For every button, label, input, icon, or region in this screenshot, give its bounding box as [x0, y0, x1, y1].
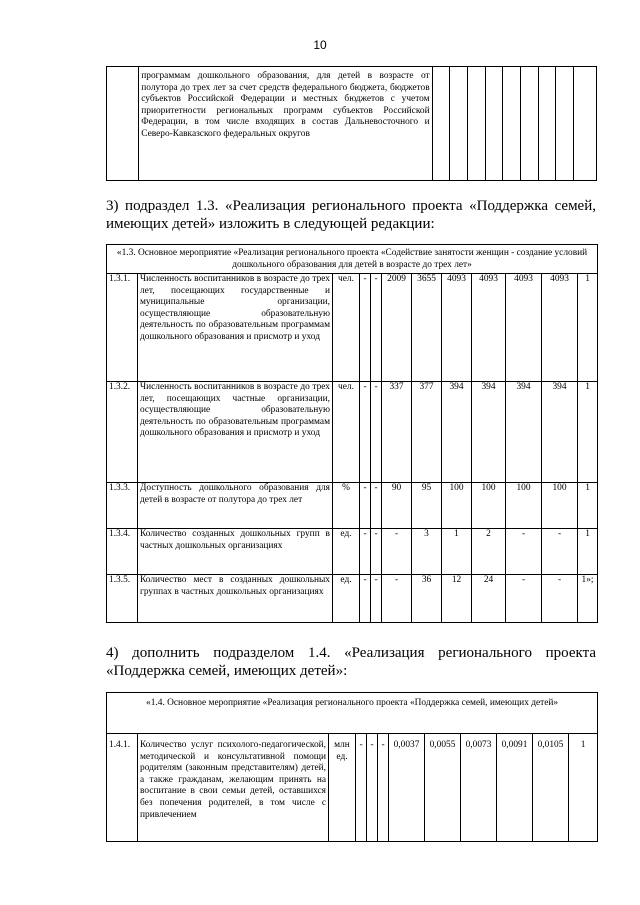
row-value: 0,0055 [425, 734, 461, 842]
page-number: 10 [313, 38, 327, 52]
row-value: 2 [472, 529, 506, 575]
row-unit: чел. [333, 382, 360, 483]
row-value: 4093 [442, 274, 472, 382]
table-row [107, 575, 598, 623]
row-value: 1 [578, 529, 598, 575]
top-table-cell [450, 67, 468, 181]
row-value: 0,0091 [497, 734, 533, 842]
top-table [106, 66, 597, 181]
row-value: 0,0037 [389, 734, 425, 842]
row-value: 95 [412, 483, 442, 529]
table-1-3-header: «1.3. Основное мероприятие «Реализация регионального проекта «Содействие занятости женщин - создание условий дошкольного образования для детей в возрасте до трех лет» [107, 245, 598, 274]
paragraph-4: 4) дополнить подразделом 1.4. «Реализация регионального проекта «Поддержка семей, имеющих детей»: [106, 645, 596, 679]
row-value: - [360, 274, 371, 382]
top-table-cell [503, 67, 521, 181]
row-value: - [356, 734, 367, 842]
row-value: 1 [578, 274, 598, 382]
row-value: 100 [542, 483, 578, 529]
row-value: - [382, 575, 412, 623]
row-value: - [360, 382, 371, 483]
row-value: - [367, 734, 378, 842]
top-table-cell [485, 67, 503, 181]
row-text: Численность воспитанников в возрасте до трех лет, посещающих государственные и муниципальные организации, осуществляющие образовательную деятельность по образовательным программам дошкольного образования и присмотр и уход [138, 274, 333, 382]
row-text: Количество созданных дошкольных групп в частных дошкольных организациях [138, 529, 333, 575]
row-value: - [360, 529, 371, 575]
row-number: 1.3.3. [107, 483, 138, 529]
row-value: - [542, 575, 578, 623]
row-value: - [371, 575, 382, 623]
row-unit: млн ед. [329, 734, 356, 842]
row-value: 1 [578, 382, 598, 483]
row-value: 3655 [412, 274, 442, 382]
row-value: - [371, 382, 382, 483]
row-value: 394 [542, 382, 578, 483]
row-text: Численность воспитанников в возрасте до трех лет, посещающих частные организации, осуществляющие образовательную деятельность по образовательным программам дошкольного образования и присмотр и уход [138, 382, 333, 483]
row-unit: ед. [333, 529, 360, 575]
row-value: 100 [472, 483, 506, 529]
row-value: - [371, 529, 382, 575]
row-value: - [506, 575, 542, 623]
table-row [107, 734, 598, 842]
row-value: - [360, 483, 371, 529]
row-text: Доступность дошкольного образования для детей в возрасте от полутора до трех лет [138, 483, 333, 529]
row-value: 2009 [382, 274, 412, 382]
row-value: - [371, 483, 382, 529]
row-number: 1.3.2. [107, 382, 138, 483]
row-value: 36 [412, 575, 442, 623]
row-number: 1.3.4. [107, 529, 138, 575]
table-row [107, 529, 598, 575]
row-number: 1.3.5. [107, 575, 138, 623]
row-text: Количество услуг психолого-педагогической, методической и консультативной помощи родителям (законным представителям) детей, а также гражданам, желающим принять на воспитание в свои семьи детей, оставшихся без попечения родителей, в том числе с привлечением [138, 734, 329, 842]
row-value: - [378, 734, 389, 842]
table-row [107, 274, 598, 382]
top-table-num-cell [107, 67, 139, 181]
row-value: 0,0105 [533, 734, 569, 842]
row-value: - [506, 529, 542, 575]
row-value: 90 [382, 483, 412, 529]
top-table-cell [467, 67, 485, 181]
table-row [107, 483, 598, 529]
row-text: Количество мест в созданных дошкольных группах в частных дошкольных организациях [138, 575, 333, 623]
row-number: 1.4.1. [107, 734, 138, 842]
top-table-cell [574, 67, 597, 181]
row-value: 4093 [506, 274, 542, 382]
top-table-cell [432, 67, 450, 181]
row-unit: чел. [333, 274, 360, 382]
row-value: 394 [506, 382, 542, 483]
table-1-4-header: «1.4. Основное мероприятие «Реализация регионального проекта «Поддержка семей, имеющих детей» [107, 693, 598, 734]
top-table-text: программам дошкольного образования, для детей в возрасте от полутора до трех лет за счет средств федерального бюджета, бюджетов субъектов Российской Федерации и местных бюджетов с учетом приоритетности региональных программ субъектов Российской Федерации, в том числе входящих в состав Дальневосточного и Северо-Кавказского федеральных округов [139, 67, 432, 181]
row-value: 1 [569, 734, 598, 842]
row-value: 3 [412, 529, 442, 575]
row-number: 1.3.1. [107, 274, 138, 382]
row-value: - [371, 274, 382, 382]
row-value: 394 [442, 382, 472, 483]
top-table-cell [520, 67, 538, 181]
row-value: - [542, 529, 578, 575]
row-value: 377 [412, 382, 442, 483]
row-value: 1 [578, 483, 598, 529]
row-value: 12 [442, 575, 472, 623]
row-value: 4093 [542, 274, 578, 382]
row-unit: ед. [333, 575, 360, 623]
table-row [107, 382, 598, 483]
top-table-cell [538, 67, 556, 181]
row-unit: % [333, 483, 360, 529]
row-value: 337 [382, 382, 412, 483]
row-value: 100 [442, 483, 472, 529]
top-table-cell [556, 67, 574, 181]
row-value: 100 [506, 483, 542, 529]
row-value: 394 [472, 382, 506, 483]
row-value: - [360, 575, 371, 623]
row-value: 24 [472, 575, 506, 623]
row-value: 0,0073 [461, 734, 497, 842]
row-value: 1 [442, 529, 472, 575]
row-value: 4093 [472, 274, 506, 382]
table-1-3 [106, 244, 598, 623]
paragraph-3: 3) подраздел 1.3. «Реализация регионального проекта «Поддержка семей, имеющих детей» изложить в следующей редакции: [106, 198, 596, 232]
row-value: 1»; [578, 575, 598, 623]
table-1-4 [106, 692, 598, 842]
row-value: - [382, 529, 412, 575]
